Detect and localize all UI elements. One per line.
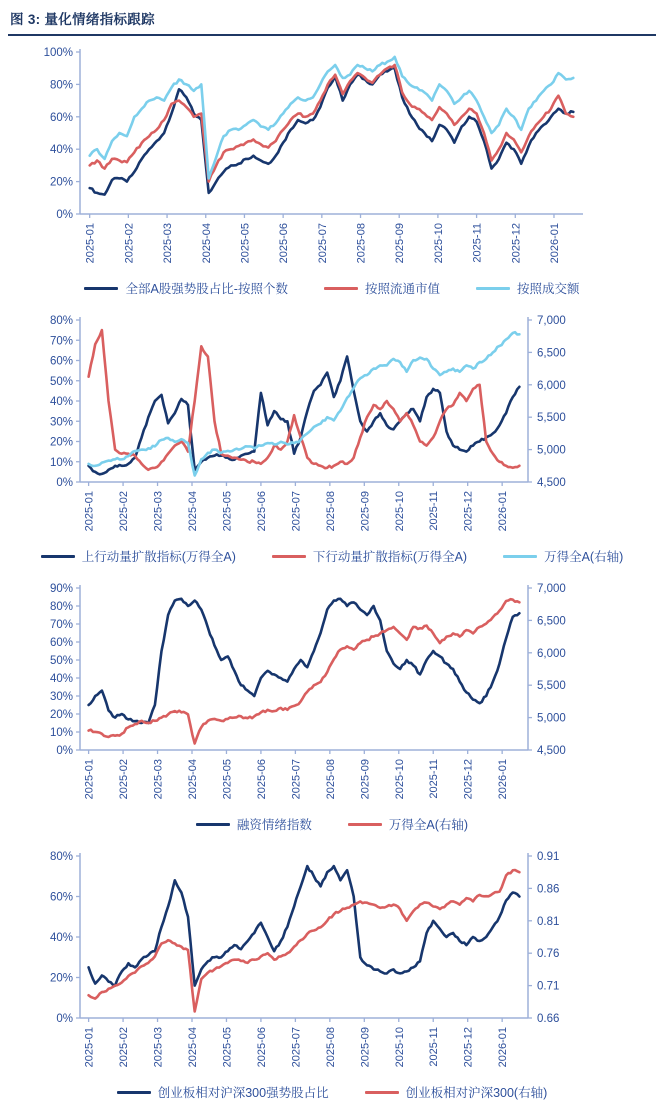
chart-3-section — [8, 578, 656, 836]
svg-text:80%: 80% — [49, 79, 73, 92]
svg-text:6,500: 6,500 — [537, 615, 566, 628]
svg-text:2025-04: 2025-04 — [187, 1027, 199, 1068]
svg-text:4,500: 4,500 — [537, 477, 566, 489]
svg-text:0%: 0% — [56, 745, 73, 757]
legend-item — [41, 547, 236, 565]
svg-text:70%: 70% — [49, 335, 73, 348]
svg-text:0.76: 0.76 — [537, 948, 560, 961]
svg-text:2025-09: 2025-09 — [359, 1027, 372, 1068]
svg-text:60%: 60% — [49, 891, 73, 904]
legend-label: 下行动量扩散指标(万得全A) — [312, 550, 468, 564]
legend-item — [272, 547, 467, 565]
svg-text:2025-11: 2025-11 — [428, 759, 441, 799]
svg-text:2025-06: 2025-06 — [278, 223, 291, 264]
svg-text:6,000: 6,000 — [537, 379, 566, 392]
svg-text:30%: 30% — [49, 416, 73, 429]
legend-item — [476, 279, 580, 297]
svg-text:2025-10: 2025-10 — [393, 759, 406, 800]
svg-text:70%: 70% — [49, 619, 73, 631]
legend-item — [365, 1083, 548, 1101]
svg-text:20%: 20% — [49, 176, 73, 189]
legend-label: 万得全A(右轴) — [388, 818, 469, 832]
svg-text:2025-09: 2025-09 — [359, 491, 372, 532]
svg-text:10%: 10% — [49, 727, 73, 739]
svg-text:60%: 60% — [49, 111, 73, 124]
legend-swatch — [476, 287, 510, 290]
svg-text:5,000: 5,000 — [537, 444, 566, 457]
svg-text:20%: 20% — [49, 436, 73, 449]
svg-text:6,000: 6,000 — [537, 647, 566, 660]
svg-text:2026-01: 2026-01 — [548, 223, 561, 264]
svg-text:2025-10: 2025-10 — [393, 491, 406, 532]
svg-text:2025-07: 2025-07 — [290, 759, 303, 800]
chart-2-section — [8, 310, 656, 568]
svg-text:2025-06: 2025-06 — [255, 1027, 268, 1068]
svg-text:2026-01: 2026-01 — [497, 759, 510, 800]
svg-text:2025-04: 2025-04 — [187, 759, 199, 800]
svg-text:2025-05: 2025-05 — [221, 491, 234, 532]
legend-swatch — [503, 555, 537, 558]
svg-text:2025-05: 2025-05 — [239, 223, 252, 264]
svg-text:60%: 60% — [49, 637, 73, 649]
chart-2-legend — [8, 544, 656, 568]
svg-text:2025-10: 2025-10 — [432, 223, 445, 264]
legend-swatch — [324, 287, 358, 290]
svg-text:2025-03: 2025-03 — [162, 223, 175, 264]
legend-label: 按照流通市值 — [364, 282, 440, 296]
svg-text:80%: 80% — [49, 315, 73, 327]
chart-1-canvas — [8, 42, 664, 274]
figure-title: 图 3: 量化情绪指标跟踪 — [10, 12, 155, 27]
svg-text:2025-02: 2025-02 — [118, 491, 131, 532]
svg-text:2025-08: 2025-08 — [355, 223, 368, 264]
svg-text:2025-12: 2025-12 — [462, 759, 475, 800]
svg-text:2025-03: 2025-03 — [152, 491, 165, 532]
svg-text:90%: 90% — [49, 583, 73, 595]
svg-text:6,500: 6,500 — [537, 347, 566, 360]
svg-text:50%: 50% — [49, 655, 73, 667]
svg-text:4,500: 4,500 — [537, 745, 566, 757]
svg-text:2025-09: 2025-09 — [394, 223, 407, 264]
legend-swatch — [41, 555, 75, 558]
svg-text:2025-08: 2025-08 — [324, 1027, 337, 1068]
svg-text:80%: 80% — [49, 601, 73, 613]
legend-swatch — [117, 1091, 151, 1094]
svg-text:10%: 10% — [49, 456, 73, 469]
svg-text:30%: 30% — [49, 691, 73, 703]
svg-text:2025-03: 2025-03 — [152, 759, 165, 800]
legend-label: 上行动量扩散指标(万得全A) — [81, 550, 236, 564]
chart-3-canvas — [8, 578, 664, 810]
chart-1-section — [8, 42, 656, 300]
svg-text:0.66: 0.66 — [537, 1013, 560, 1025]
svg-text:2025-07: 2025-07 — [316, 223, 329, 264]
legend-label: 创业板相对沪深300强势股占比 — [157, 1086, 329, 1100]
legend-item — [196, 815, 312, 833]
svg-text:5,500: 5,500 — [537, 680, 566, 693]
svg-text:50%: 50% — [49, 375, 73, 388]
svg-text:2025-02: 2025-02 — [118, 759, 131, 800]
svg-text:2025-08: 2025-08 — [324, 759, 337, 800]
svg-text:2025-06: 2025-06 — [255, 759, 268, 800]
svg-text:5,000: 5,000 — [537, 712, 566, 725]
svg-text:0.71: 0.71 — [537, 980, 560, 993]
svg-text:20%: 20% — [49, 972, 73, 985]
svg-text:0%: 0% — [56, 477, 73, 489]
svg-text:40%: 40% — [49, 932, 73, 944]
svg-text:0.86: 0.86 — [537, 883, 560, 896]
svg-text:2025-07: 2025-07 — [290, 491, 303, 532]
legend-label: 万得全A(右轴) — [544, 550, 624, 564]
legend-swatch — [272, 555, 306, 558]
svg-text:2025-10: 2025-10 — [393, 1027, 406, 1068]
svg-text:2026-01: 2026-01 — [497, 490, 510, 532]
svg-text:2025-12: 2025-12 — [462, 491, 475, 532]
svg-text:2025-02: 2025-02 — [123, 223, 136, 264]
legend-item — [84, 279, 288, 297]
svg-text:7,000: 7,000 — [537, 315, 566, 327]
svg-text:2025-07: 2025-07 — [290, 1027, 303, 1068]
svg-text:2025-08: 2025-08 — [324, 491, 337, 532]
chart-2-canvas — [8, 310, 664, 542]
chart-4-legend — [8, 1080, 656, 1104]
svg-text:2025-05: 2025-05 — [221, 759, 234, 800]
svg-text:2025-11: 2025-11 — [428, 1027, 441, 1067]
svg-text:2025-12: 2025-12 — [510, 223, 523, 264]
svg-text:40%: 40% — [49, 144, 73, 157]
svg-text:2025-04: 2025-04 — [187, 491, 199, 532]
svg-text:0.81: 0.81 — [537, 915, 560, 928]
svg-text:7,000: 7,000 — [537, 583, 566, 595]
svg-text:100%: 100% — [43, 47, 73, 59]
svg-text:2025-01: 2025-01 — [83, 491, 96, 532]
figure-header — [8, 6, 656, 36]
chart-3-legend — [8, 812, 656, 836]
svg-text:2025-03: 2025-03 — [152, 1027, 165, 1068]
svg-text:40%: 40% — [49, 673, 73, 685]
svg-text:2025-01: 2025-01 — [84, 223, 97, 264]
svg-text:40%: 40% — [49, 396, 73, 408]
chart-1-legend — [8, 276, 656, 300]
legend-item — [117, 1083, 329, 1101]
svg-text:2025-05: 2025-05 — [221, 1027, 234, 1068]
svg-text:2025-02: 2025-02 — [118, 1027, 131, 1068]
chart-4-canvas — [8, 846, 664, 1078]
legend-label: 创业板相对沪深300(右轴) — [405, 1086, 548, 1100]
legend-swatch — [84, 287, 118, 290]
svg-text:5,500: 5,500 — [537, 412, 566, 425]
legend-item — [348, 815, 468, 833]
svg-text:2025-12: 2025-12 — [462, 1027, 475, 1068]
svg-text:2025-01: 2025-01 — [83, 1027, 96, 1068]
svg-text:60%: 60% — [49, 355, 73, 368]
svg-text:0%: 0% — [56, 209, 73, 221]
svg-text:2026-01: 2026-01 — [497, 1027, 510, 1068]
svg-text:2025-11: 2025-11 — [471, 223, 484, 263]
legend-label: 按照成交额 — [517, 282, 580, 296]
svg-text:20%: 20% — [49, 709, 73, 721]
svg-text:2025-06: 2025-06 — [255, 491, 268, 532]
legend-item — [503, 547, 623, 565]
svg-text:2025-11: 2025-11 — [428, 491, 441, 531]
svg-text:2025-01: 2025-01 — [83, 759, 96, 800]
svg-text:80%: 80% — [49, 851, 73, 863]
legend-label: 全部A股强势股占比-按照个数 — [125, 282, 288, 296]
svg-text:2025-04: 2025-04 — [200, 223, 213, 264]
legend-swatch — [365, 1091, 399, 1094]
svg-text:0.91: 0.91 — [537, 851, 560, 863]
legend-label: 融资情绪指数 — [236, 818, 312, 832]
chart-4-section — [8, 846, 656, 1104]
legend-swatch — [196, 823, 230, 826]
svg-text:0%: 0% — [56, 1013, 73, 1025]
legend-item — [324, 279, 440, 297]
svg-text:2025-09: 2025-09 — [359, 759, 372, 800]
legend-swatch — [348, 823, 382, 826]
